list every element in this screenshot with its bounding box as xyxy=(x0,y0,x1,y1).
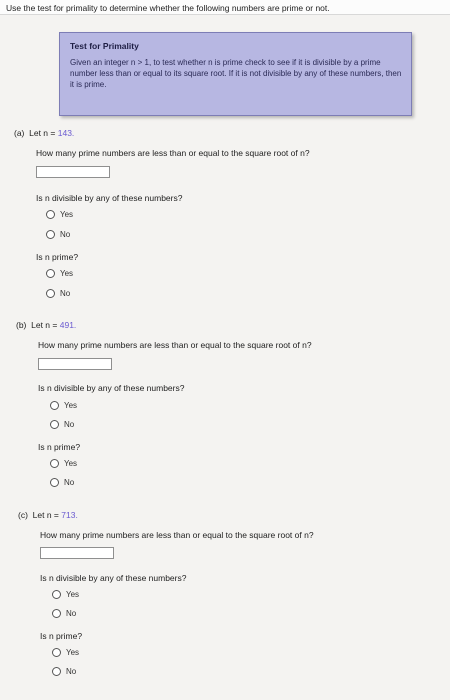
info-box-text: Given an integer n > 1, to test whether n is prime check to see if it is divisible by a prime number less than or equal to its square root. If it is not divisible by any of these numbers, then it is prime. xyxy=(70,58,402,89)
section-b-question-prime: Is n prime? xyxy=(38,442,81,452)
section-b-question-divisible: Is n divisible by any of these numbers? xyxy=(38,383,185,393)
section-b-value: 491. xyxy=(59,320,77,330)
radio-icon[interactable] xyxy=(46,289,55,298)
option-label: Yes xyxy=(64,400,78,410)
section-c-prime-no[interactable] xyxy=(52,665,76,677)
section-c-let: Let n = xyxy=(32,510,59,520)
section-a-divisible-yes[interactable] xyxy=(46,208,73,220)
primality-info-box xyxy=(59,32,412,116)
section-c-count-input[interactable] xyxy=(40,547,114,559)
section-b-divisible-no[interactable] xyxy=(50,418,74,430)
radio-icon[interactable] xyxy=(52,609,61,618)
section-b-prime-yes[interactable] xyxy=(50,457,77,469)
option-label: Yes xyxy=(66,589,80,599)
option-label: Yes xyxy=(60,268,74,278)
section-a-question-count: How many prime numbers are less than or equal to the square root of n? xyxy=(36,148,310,158)
section-b-prime-no[interactable] xyxy=(50,476,74,488)
radio-icon[interactable] xyxy=(46,230,55,239)
section-a-label: (a) xyxy=(14,128,25,138)
instruction-text: Use the test for primality to determine whether the following numbers are prime or not. xyxy=(6,3,330,13)
section-a-question-divisible: Is n divisible by any of these numbers? xyxy=(36,193,183,203)
radio-icon[interactable] xyxy=(52,648,61,657)
section-b-question-count: How many prime numbers are less than or equal to the square root of n? xyxy=(38,340,312,350)
section-c-divisible-yes[interactable] xyxy=(52,588,79,600)
option-label: No xyxy=(64,419,75,429)
section-a-count-input[interactable] xyxy=(36,166,110,178)
info-box-title: Test for Primality xyxy=(70,41,139,51)
radio-icon[interactable] xyxy=(46,210,55,219)
radio-icon[interactable] xyxy=(52,590,61,599)
radio-icon[interactable] xyxy=(46,269,55,278)
section-a-let: Let n = xyxy=(29,128,56,138)
section-c-question-divisible: Is n divisible by any of these numbers? xyxy=(40,573,187,583)
section-b-header xyxy=(16,320,76,330)
option-label: No xyxy=(60,288,71,298)
radio-icon[interactable] xyxy=(50,478,59,487)
section-b-label: (b) xyxy=(16,320,27,330)
radio-icon[interactable] xyxy=(50,420,59,429)
option-label: No xyxy=(60,229,71,239)
section-a-header xyxy=(14,128,74,138)
section-c-divisible-no[interactable] xyxy=(52,607,76,619)
section-c-header xyxy=(18,510,78,520)
section-c-prime-yes[interactable] xyxy=(52,646,79,658)
option-label: No xyxy=(66,608,77,618)
section-c-question-count: How many prime numbers are less than or equal to the square root of n? xyxy=(40,530,314,540)
option-label: Yes xyxy=(66,647,80,657)
option-label: Yes xyxy=(60,209,74,219)
section-a-divisible-no[interactable] xyxy=(46,228,70,240)
option-label: Yes xyxy=(64,458,78,468)
option-label: No xyxy=(64,477,75,487)
section-c-question-prime: Is n prime? xyxy=(40,631,83,641)
radio-icon[interactable] xyxy=(52,667,61,676)
option-label: No xyxy=(66,666,77,676)
radio-icon[interactable] xyxy=(50,401,59,410)
section-a-question-prime: Is n prime? xyxy=(36,252,79,262)
section-b-count-input[interactable] xyxy=(38,358,112,370)
section-c-value: 713. xyxy=(61,510,78,520)
section-b-divisible-yes[interactable] xyxy=(50,399,77,411)
section-a-prime-yes[interactable] xyxy=(46,267,73,279)
instruction-bar xyxy=(0,0,450,15)
section-a-prime-no[interactable] xyxy=(46,287,70,299)
section-c-label: (c) xyxy=(18,510,28,520)
radio-icon[interactable] xyxy=(50,459,59,468)
section-b-let: Let n = xyxy=(31,320,58,330)
section-a-value: 143. xyxy=(57,128,75,138)
